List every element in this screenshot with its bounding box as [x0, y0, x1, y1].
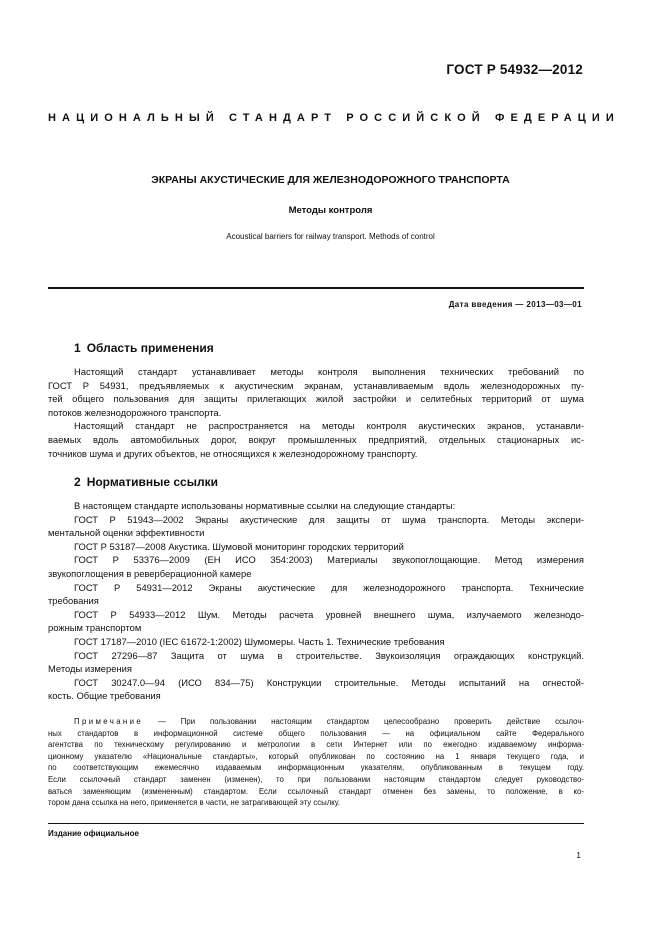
english-title: Acoustical barriers for railway transport. Methods of control [226, 232, 435, 241]
text-line: ГОСТ 27296—87 Защита от шума в строительстве. Звукоизоляция ограждающих конструкций. [74, 649, 584, 661]
standard-code: ГОСТ Р 54932—2012 [446, 62, 583, 77]
text-line: ваемых вдоль автомобильных дорог, вокруг промышленных предприятий, отдельных стационарных ис- [48, 433, 584, 445]
text-line: В настоящем стандарте использованы нормативные ссылки на следующие стандарты: [74, 500, 456, 511]
text-line: по соответствующим ежемесячно издаваемым информационным указателям, опубликованным в текущем году. [48, 763, 584, 773]
introduction-date: Дата введения — 2013—03—01 [448, 300, 582, 309]
document-subtitle: Методы контроля [288, 205, 373, 216]
text-line: тей общего пользования для защиты прилегающих жилой застройки и селитебных территорий от шума [48, 393, 584, 405]
text-line: потоков железнодорожного транспорта. [48, 406, 222, 418]
note-label: Примечание [74, 717, 144, 726]
text-line: Методы измерения [48, 663, 132, 675]
text-line: ГОСТ Р 54931—2012 Экраны акустические для железнодорожного транспорта. Технические [74, 581, 584, 593]
text-line: ГОСТ 30247.0—94 (ИСО 834—75) Конструкции строительные. Методы испытаний на огнестой- [74, 676, 584, 688]
section-title: Область применения [86, 341, 214, 355]
text-line: ГОСТ Р 54931, предъявляемых к акустическим экранам, устанавливаемым вдоль железнодорожных пу- [48, 379, 584, 391]
section-1-body [48, 365, 584, 460]
text-line: ГОСТ Р 53376—2009 (ЕН ИСО 354:2003) Материалы звукопоглощающие. Метод измерения [74, 554, 584, 566]
text-line: ционному указателю «Национальные стандарты», который опубликован по состоянию на 1 января текущего года, и [48, 751, 584, 761]
section-2-heading [74, 475, 218, 489]
note-block [48, 716, 584, 809]
text-line: кость. Общие требования [48, 690, 161, 702]
text-line: звукопоглощения в реверберационной камере [48, 567, 252, 579]
section-title: Нормативные ссылки [86, 475, 218, 489]
text-line: точников шума и других объектов, не относящихся к железнодорожному транспорту. [48, 447, 418, 459]
national-standard-banner: НАЦИОНАЛЬНЫЙ СТАНДАРТ РОССИЙСКОЙ ФЕДЕРАЦИИ [48, 112, 620, 124]
text-line: ГОСТ Р 54933—2012 Шум. Методы расчета уровней внешнего шума, излучаемого железнодо- [74, 608, 584, 620]
text-line: ваться заменяющим (измененным) стандартом. Если ссылочный стандарт отменен без замены, то положение, в ко- [48, 786, 584, 796]
text-line: Настоящий стандарт устанавливает методы контроля выполнения технических требований по [74, 366, 584, 377]
official-edition-label: Издание официальное [48, 829, 139, 838]
text-line: ГОСТ Р 53187—2008 Акустика. Шумовой мониторинг городских территорий [74, 540, 404, 552]
text-line: агентства по техническому регулированию и метрологии в сети Интернет или по ежегодно издаваемому информа- [48, 740, 584, 750]
text-line: ГОСТ 17187—2010 (IEC 61672-1:2002) Шумомеры. Часть 1. Технические требования [74, 635, 445, 647]
text-line: Настоящий стандарт не распространяется на методы контроля акустических экранов, устанавли- [74, 420, 584, 432]
text-line: рожным транспортом [48, 622, 142, 634]
section-number: 2 [74, 475, 81, 489]
text-line: Примечание — При пользовании настоящим стандартом целесообразно проверить действие ссылоч- [74, 717, 584, 726]
header-divider [48, 287, 584, 289]
text-line: ГОСТ Р 51943—2002 Экраны акустические для защиты от шума транспорта. Методы экспери- [74, 513, 584, 525]
text-line: ных стандартов в информационной системе общего пользования — на официальном сайте Федерального [48, 728, 584, 738]
text-line: тором дана ссылка на него, применяется в части, не затрагивающей эту ссылку. [48, 798, 341, 808]
section-1-heading [74, 341, 214, 355]
section-2-body [48, 499, 584, 703]
text-line: ментальной оценки эффективности [48, 527, 205, 539]
footer-divider [48, 823, 584, 824]
text-line: требования [48, 595, 99, 607]
section-number: 1 [74, 341, 81, 355]
page-number: 1 [576, 850, 581, 860]
document-title: ЭКРАНЫ АКУСТИЧЕСКИЕ ДЛЯ ЖЕЛЕЗНОДОРОЖНОГО ТРАНСПОРТА [151, 174, 510, 186]
text-line: Если ссылочный стандарт заменен (изменен), то при пользовании настоящим стандартом следует руководство- [48, 774, 584, 784]
